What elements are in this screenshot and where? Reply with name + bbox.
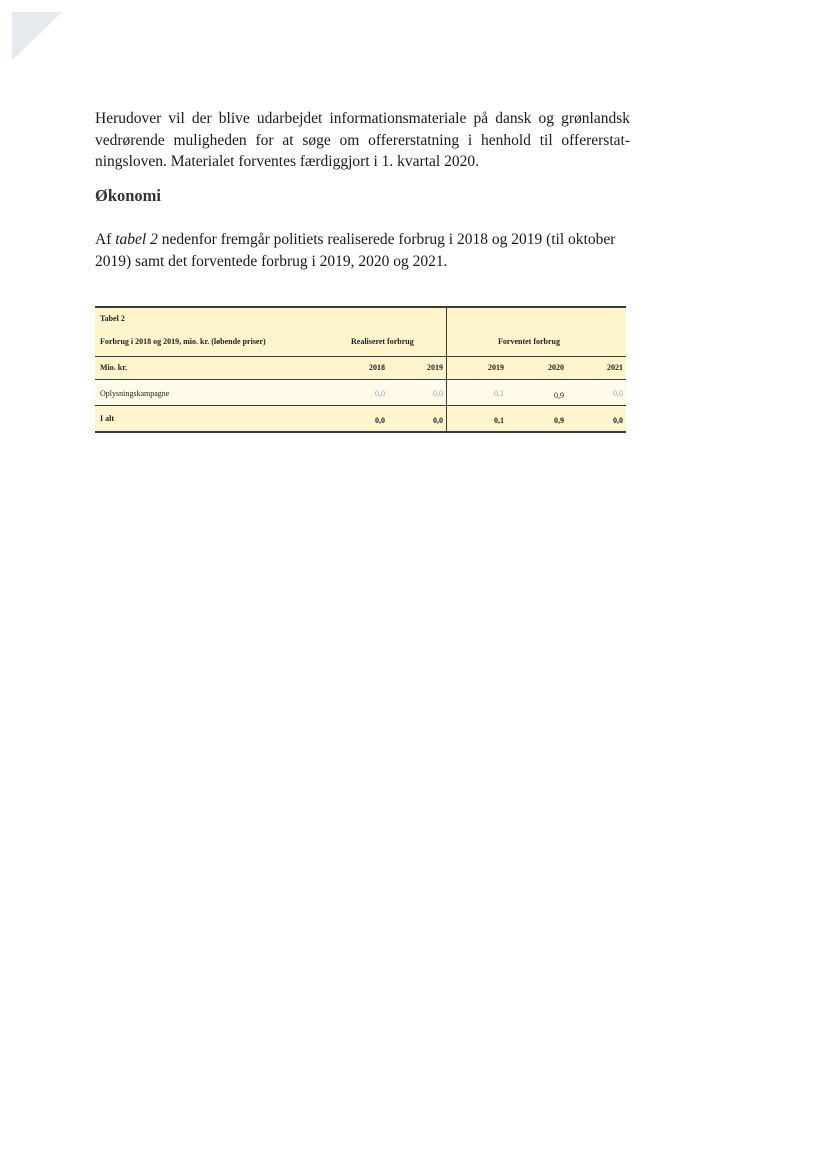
row-label: I alt (100, 414, 114, 423)
cell-value: 0,0 (613, 389, 623, 398)
unit-label: Mio. kr. (100, 363, 128, 372)
table-divider (446, 306, 447, 432)
cell-value: 0,0 (433, 416, 443, 425)
year-header: 2019 (488, 363, 504, 372)
row-label: Oplysningskampagne (100, 389, 170, 398)
cell-value: 0,9 (554, 391, 564, 400)
table-intro-paragraph (95, 229, 630, 272)
group-realised-label: Realiseret forbrug (351, 337, 414, 346)
budget-table (95, 306, 626, 432)
year-header: 2020 (548, 363, 564, 372)
page-corner-fold (0, 0, 64, 64)
group-expected-label: Forventet forbrug (498, 337, 560, 346)
para-line: Herudover vil der blive udarbejdet informationsmateriale på dansk og grønlandsk (95, 110, 630, 127)
year-header: 2021 (607, 363, 623, 372)
year-header: 2018 (369, 363, 385, 372)
intro-paragraph (95, 108, 630, 173)
para-line: vedrørende muligheden for at søge om offererstatning i henhold til offererstat- (95, 131, 630, 149)
cell-value: 0,0 (375, 389, 385, 398)
cell-value: 0,0 (613, 416, 623, 425)
para-line: ningsloven. Materialet forventes færdiggjort i 1. kvartal 2020. (95, 153, 479, 170)
cell-value: 0,1 (494, 416, 504, 425)
cell-value: 0,1 (494, 389, 504, 398)
year-header: 2019 (427, 363, 443, 372)
table-subtitle: Forbrug i 2018 og 2019, mio. kr. (løbende priser) (100, 337, 266, 346)
para-line: 2019) samt det forventede forbrug i 2019, 2020 og 2021. (95, 252, 448, 270)
cell-value: 0,0 (433, 389, 443, 398)
cell-value: 0,0 (375, 416, 385, 425)
cell-value: 0,9 (554, 416, 564, 425)
para-line: Af tabel 2 nedenfor fremgår politiets realiserede forbrug i 2018 og 2019 (til oktober (95, 231, 616, 248)
table-reference: tabel 2 (115, 231, 158, 248)
table-title: Tabel 2 (100, 314, 125, 323)
table-header (95, 306, 626, 356)
section-heading: Økonomi (95, 186, 162, 205)
